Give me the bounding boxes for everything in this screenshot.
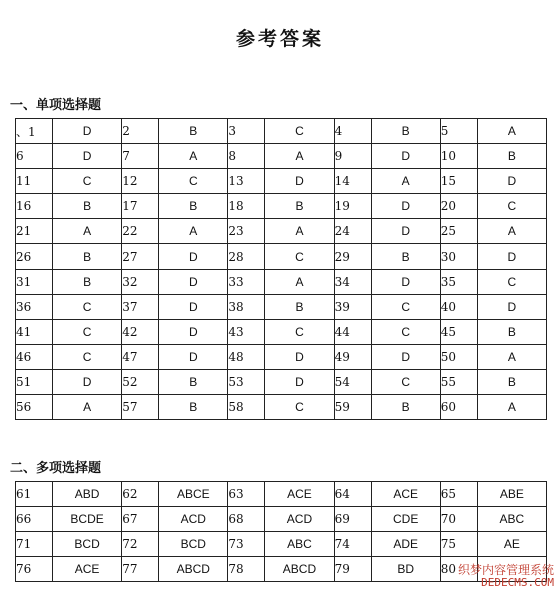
question-number: 34	[334, 269, 371, 294]
question-number: 77	[122, 557, 159, 582]
answer-value: ACD	[265, 507, 334, 532]
question-number: 33	[228, 269, 265, 294]
answer-value: D	[477, 169, 546, 194]
question-number: 35	[440, 269, 477, 294]
answer-value: C	[371, 294, 440, 319]
question-number: 50	[440, 344, 477, 369]
question-number: 7	[122, 144, 159, 169]
question-number: 66	[16, 507, 53, 532]
question-number: 65	[440, 482, 477, 507]
page-title: 参考答案	[235, 28, 324, 50]
question-number: 17	[122, 194, 159, 219]
question-number: 45	[440, 319, 477, 344]
question-number: 62	[122, 482, 159, 507]
question-number: 73	[228, 532, 265, 557]
question-number: 26	[16, 244, 53, 269]
answer-value: A	[265, 144, 334, 169]
answer-value: C	[477, 194, 546, 219]
answer-value: C	[159, 169, 228, 194]
question-number: 21	[16, 219, 53, 244]
question-number: 54	[334, 369, 371, 394]
answer-value: B	[371, 119, 440, 144]
question-number: 44	[334, 319, 371, 344]
section-heading-single-choice: 一、单项选择题	[10, 98, 102, 113]
single-choice-answer-table	[15, 118, 547, 420]
question-number: 4	[334, 119, 371, 144]
answer-value: C	[265, 395, 334, 420]
question-number: 16	[16, 194, 53, 219]
answer-value: D	[159, 269, 228, 294]
answer-row	[16, 507, 547, 532]
answer-value: D	[371, 194, 440, 219]
watermark-domain-text: DEDECMS.COM	[481, 576, 554, 590]
answer-row	[16, 219, 547, 244]
question-number: 18	[228, 194, 265, 219]
answer-value: D	[159, 244, 228, 269]
question-number: 60	[440, 395, 477, 420]
question-number: 63	[228, 482, 265, 507]
question-number: 74	[334, 532, 371, 557]
question-number: 39	[334, 294, 371, 319]
answer-row	[16, 119, 547, 144]
question-number: 72	[122, 532, 159, 557]
answer-value: B	[53, 269, 122, 294]
answer-value: A	[477, 344, 546, 369]
question-number: 24	[334, 219, 371, 244]
question-number: 56	[16, 395, 53, 420]
answer-row	[16, 319, 547, 344]
answer-value: ACE	[265, 482, 334, 507]
answer-value: A	[371, 169, 440, 194]
answer-row	[16, 532, 547, 557]
question-number: 11	[16, 169, 53, 194]
question-number: 53	[228, 369, 265, 394]
answer-value: D	[477, 244, 546, 269]
answer-value: C	[53, 169, 122, 194]
answer-value: B	[477, 369, 546, 394]
question-number: 5	[440, 119, 477, 144]
answer-value: A	[159, 144, 228, 169]
answer-value: D	[371, 219, 440, 244]
answer-value: C	[53, 319, 122, 344]
answer-value: A	[53, 395, 122, 420]
answer-value: B	[371, 395, 440, 420]
answer-value: D	[477, 294, 546, 319]
question-number: 19	[334, 194, 371, 219]
question-number: 67	[122, 507, 159, 532]
answer-value: ABCE	[159, 482, 228, 507]
question-number: 75	[440, 532, 477, 557]
answer-row	[16, 395, 547, 420]
question-number: 28	[228, 244, 265, 269]
question-number: 38	[228, 294, 265, 319]
answer-value: A	[477, 119, 546, 144]
question-number: 9	[334, 144, 371, 169]
question-number: 8	[228, 144, 265, 169]
question-number: 68	[228, 507, 265, 532]
question-number: 46	[16, 344, 53, 369]
answer-value: B	[159, 119, 228, 144]
answer-value: C	[265, 244, 334, 269]
section-heading-multiple-choice: 二、多项选择题	[10, 461, 102, 476]
question-number: 23	[228, 219, 265, 244]
answer-row	[16, 244, 547, 269]
question-number: 76	[16, 557, 53, 582]
question-number: 6	[16, 144, 53, 169]
answer-value: B	[53, 194, 122, 219]
answer-value: C	[53, 294, 122, 319]
question-number: 58	[228, 395, 265, 420]
answer-value: A	[159, 219, 228, 244]
question-number: 48	[228, 344, 265, 369]
answer-row	[16, 369, 547, 394]
answer-value: B	[159, 395, 228, 420]
answer-value: C	[477, 269, 546, 294]
question-number: 25	[440, 219, 477, 244]
answer-row	[16, 169, 547, 194]
question-number: 71	[16, 532, 53, 557]
answer-value: D	[159, 344, 228, 369]
answer-value: ABC	[477, 507, 546, 532]
answer-value: CDE	[371, 507, 440, 532]
answer-value: D	[371, 344, 440, 369]
question-number: 36	[16, 294, 53, 319]
answer-value: B	[159, 369, 228, 394]
answer-value: A	[477, 395, 546, 420]
answer-value: D	[159, 294, 228, 319]
question-number: 64	[334, 482, 371, 507]
answer-value: ACD	[159, 507, 228, 532]
answer-value: D	[265, 369, 334, 394]
answer-value: ABCD	[265, 557, 334, 582]
answer-value: ABE	[477, 482, 546, 507]
question-number: 52	[122, 369, 159, 394]
answer-value: A	[53, 219, 122, 244]
answer-value: ABCD	[159, 557, 228, 582]
answer-value: B	[477, 144, 546, 169]
answer-value: A	[477, 219, 546, 244]
answer-value: A	[265, 269, 334, 294]
answer-value: ACE	[371, 482, 440, 507]
answer-row	[16, 294, 547, 319]
question-number: 59	[334, 395, 371, 420]
answer-value: ACE	[53, 557, 122, 582]
question-number: 40	[440, 294, 477, 319]
answer-value: C	[265, 119, 334, 144]
question-number: 51	[16, 369, 53, 394]
question-number: 80	[440, 557, 477, 582]
answer-value: B	[265, 294, 334, 319]
question-number: 42	[122, 319, 159, 344]
question-number: 14	[334, 169, 371, 194]
answer-value: C	[371, 369, 440, 394]
question-number: 15	[440, 169, 477, 194]
question-number: 30	[440, 244, 477, 269]
answer-value: C	[371, 319, 440, 344]
answer-value: D	[265, 344, 334, 369]
question-number: 57	[122, 395, 159, 420]
question-number: 2	[122, 119, 159, 144]
answer-value: D	[159, 319, 228, 344]
watermark-chinese-text: 织梦内容管理系统	[457, 562, 554, 577]
question-number: 41	[16, 319, 53, 344]
watermark	[458, 564, 554, 590]
answer-value: ABC	[265, 532, 334, 557]
answer-value: ADE	[371, 532, 440, 557]
question-number: 37	[122, 294, 159, 319]
answer-value: B	[53, 244, 122, 269]
question-number: 、1	[16, 119, 53, 144]
answer-value: C	[265, 319, 334, 344]
answer-value: A	[265, 219, 334, 244]
question-number: 47	[122, 344, 159, 369]
answer-value: C	[53, 344, 122, 369]
question-number: 43	[228, 319, 265, 344]
answer-value: D	[53, 119, 122, 144]
question-number: 31	[16, 269, 53, 294]
question-number: 78	[228, 557, 265, 582]
question-number: 70	[440, 507, 477, 532]
answer-value: D	[53, 144, 122, 169]
answer-value: BCD	[53, 532, 122, 557]
question-number: 79	[334, 557, 371, 582]
answer-row	[16, 344, 547, 369]
answer-value: B	[265, 194, 334, 219]
question-number: 10	[440, 144, 477, 169]
answer-value: D	[371, 269, 440, 294]
answer-value: D	[265, 169, 334, 194]
answer-value: BD	[371, 557, 440, 582]
answer-value: B	[371, 244, 440, 269]
answer-row	[16, 482, 547, 507]
question-number: 3	[228, 119, 265, 144]
question-number: 61	[16, 482, 53, 507]
question-number: 69	[334, 507, 371, 532]
question-number: 49	[334, 344, 371, 369]
answer-row	[16, 269, 547, 294]
answer-value: D	[53, 369, 122, 394]
question-number: 55	[440, 369, 477, 394]
answer-row	[16, 144, 547, 169]
answer-value: BCD	[159, 532, 228, 557]
answer-value: ABD	[53, 482, 122, 507]
question-number: 12	[122, 169, 159, 194]
answer-value: B	[477, 319, 546, 344]
answer-row	[16, 194, 547, 219]
answer-value: B	[159, 194, 228, 219]
answer-value: D	[371, 144, 440, 169]
question-number: 29	[334, 244, 371, 269]
question-number: 13	[228, 169, 265, 194]
answer-value: BCDE	[53, 507, 122, 532]
question-number: 27	[122, 244, 159, 269]
question-number: 32	[122, 269, 159, 294]
answer-value: AE	[477, 532, 546, 557]
question-number: 22	[122, 219, 159, 244]
question-number: 20	[440, 194, 477, 219]
